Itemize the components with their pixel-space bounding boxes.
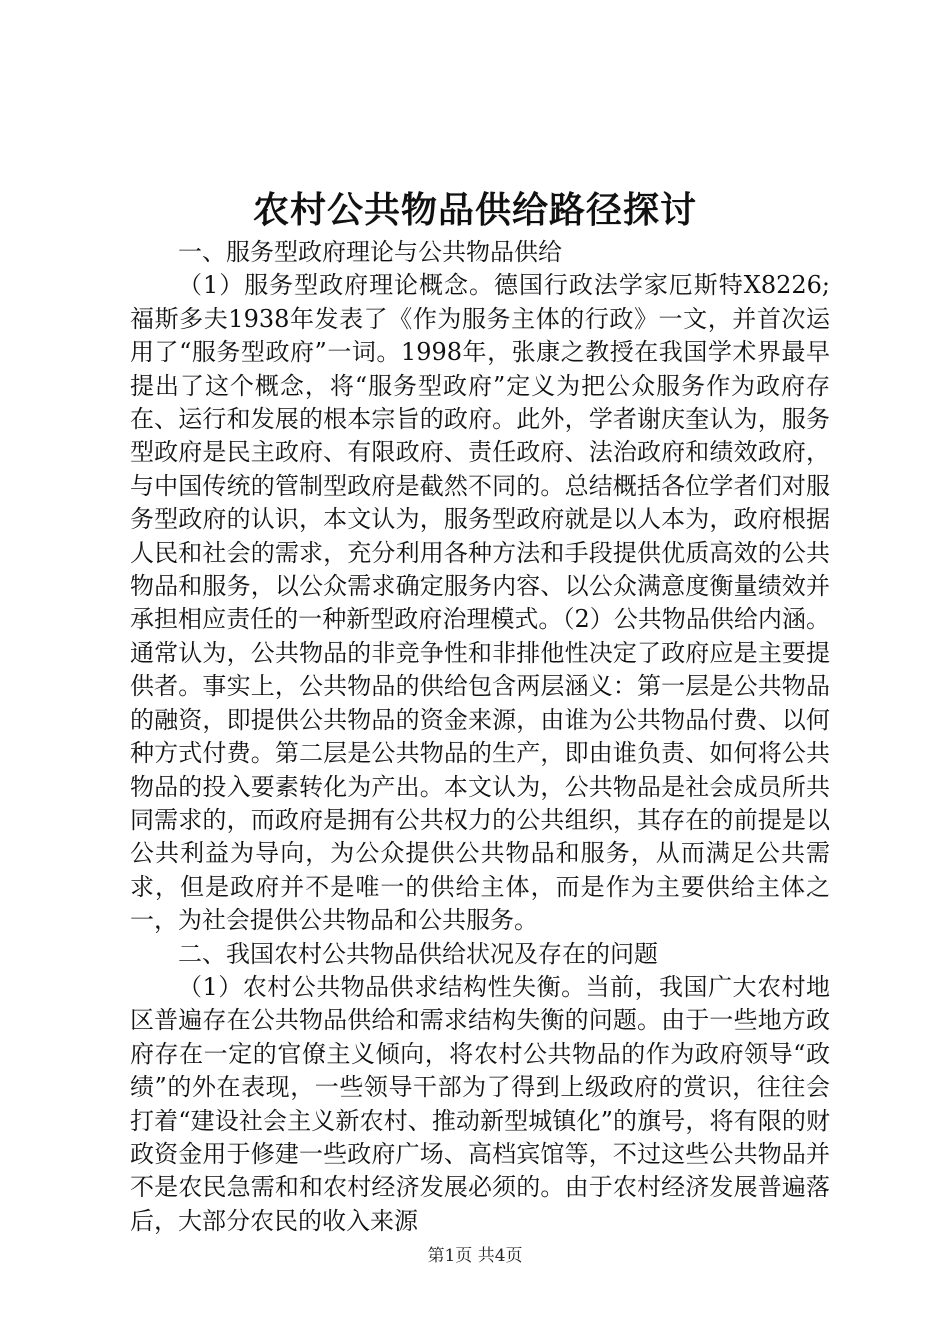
paragraph-1: （1）服务型政府理论概念。德国行政法学家厄斯特X8226;福斯多夫1938年发表了《作为服务主体的行政》一文，并首次运用了“服务型政府”一词。1998年，张康之教授在我国学术界最早提出了这个概念，将“服务型政府”定义为把公众服务作为政府存在、运行和发展的根本宗旨的政府。此外，学者谢庆奎认为，服务型政府是民主政府、有限政府、责任政府、法治政府和绩效政府，与中国传统的管制型政府是截然不同的。总结概括各位学者们对服务型政府的认识，本文认为，服务型政府就是以人本为，政府根据人民和社会的需求，充分利用各种方法和手段提供优质高效的公共物品和服务，以公众需求确定服务内容、以公众满意度衡量绩效并承担相应责任的一种新型政府治理模式。（2）公共物品供给内涵。通常认为，公共物品的非竞争性和非排他性决定了政府应是主要提供者。事实上，公共物品的供给包含两层涵义：第一层是公共物品的融资，即提供公共物品的资金来源，由谁为公共物品付费、以何种方式付费。第二层是公共物品的生产，即由谁负责、如何将公共物品的投入要素转化为产出。本文认为，公共物品是社会成员所共同需求的，而政府是拥有公共权力的公共组织，其存在的前提是以公共利益为导向，为公众提供公共物品和服务，从而满足公共需求，但是政府并不是唯一的供给主体，而是作为主要供给主体之一，为社会提供公共物品和公共服务。 [130, 271, 830, 935]
document-body [130, 236, 830, 1238]
document-title: 农村公共物品供给路径探讨 [252, 189, 697, 231]
paragraph-2: （1）农村公共物品供求结构性失衡。当前，我国广大农村地区普遍存在公共物品供给和需求结构失衡的问题。由于一些地方政府存在一定的官僚主义倾向，将农村公共物品的作为政府领导“政绩”的外在表现，一些领导干部为了得到上级政府的赏识，往往会打着“建设社会主义新农村、推动新型城镇化”的旗号，将有限的财政资金用于修建一些政府广场、高档宾馆等，不过这些公共物品并不是农民急需和和农村经济发展必须的。由于农村经济发展普遍落后，大部分农民的收入来源 [130, 972, 830, 1235]
page-footer: 第1页 共4页 [427, 1246, 523, 1266]
section-heading-1: 一、服务型政府理论与公共物品供给 [178, 238, 562, 266]
section-heading-2: 二、我国农村公共物品供给状况及存在的问题 [178, 939, 658, 968]
